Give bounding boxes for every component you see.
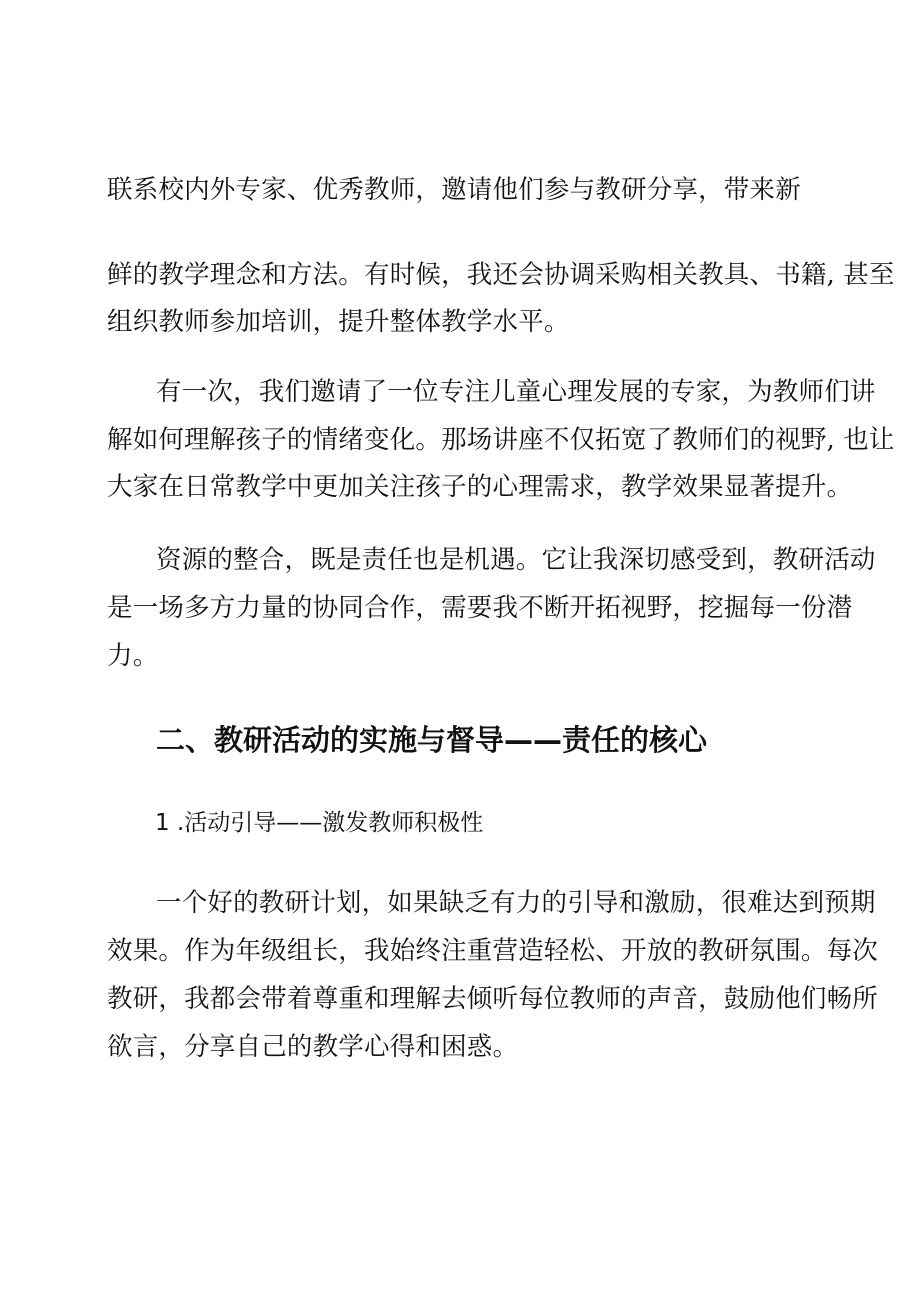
subsection-heading: 1 .活动引导——激发教师积极性 bbox=[155, 810, 484, 836]
paragraph-2-line-1: 鲜的教学理念和方法。有时候，我还会协调采购相关教具、书籍, 甚至 bbox=[107, 260, 895, 290]
paragraph-4-line-2: 是一场多方力量的协同合作，需要我不断开拓视野，挖掘每一份潜 bbox=[107, 593, 853, 623]
paragraph-2-line-2: 组织教师参加培训，提升整体教学水平。 bbox=[107, 307, 570, 337]
paragraph-1-line-1: 联系校内外专家、优秀教师，邀请他们参与教研分享，带来新 bbox=[107, 175, 801, 205]
final-paragraph-line-4: 欲言，分享自己的教学心得和困惑。 bbox=[107, 1032, 519, 1062]
paragraph-4-line-3: 力。 bbox=[107, 641, 159, 671]
final-paragraph-line-1: 一个好的教研计划，如果缺乏有力的引导和激励，很难达到预期 bbox=[156, 888, 876, 918]
paragraph-3-line-2: 解如何理解孩子的情绪变化。那场讲座不仅拓宽了教师们的视野, 也让 bbox=[107, 425, 895, 455]
paragraph-4-line-1: 资源的整合，既是责任也是机遇。它让我深切感受到，教研活动 bbox=[156, 545, 876, 575]
paragraph-3-line-3: 大家在日常教学中更加关注孩子的心理需求，教学效果显著提升。 bbox=[107, 472, 853, 502]
final-paragraph-line-3: 教研，我都会带着尊重和理解去倾听每位教师的声音，鼓励他们畅所 bbox=[107, 984, 879, 1014]
section-heading: 二、教研活动的实施与督导——责任的核心 bbox=[156, 723, 708, 757]
final-paragraph-line-2: 效果。作为年级组长，我始终注重营造轻松、开放的教研氛围。每次 bbox=[107, 936, 879, 966]
paragraph-3-line-1: 有一次，我们邀请了一位专注儿童心理发展的专家，为教师们讲 bbox=[156, 377, 876, 407]
